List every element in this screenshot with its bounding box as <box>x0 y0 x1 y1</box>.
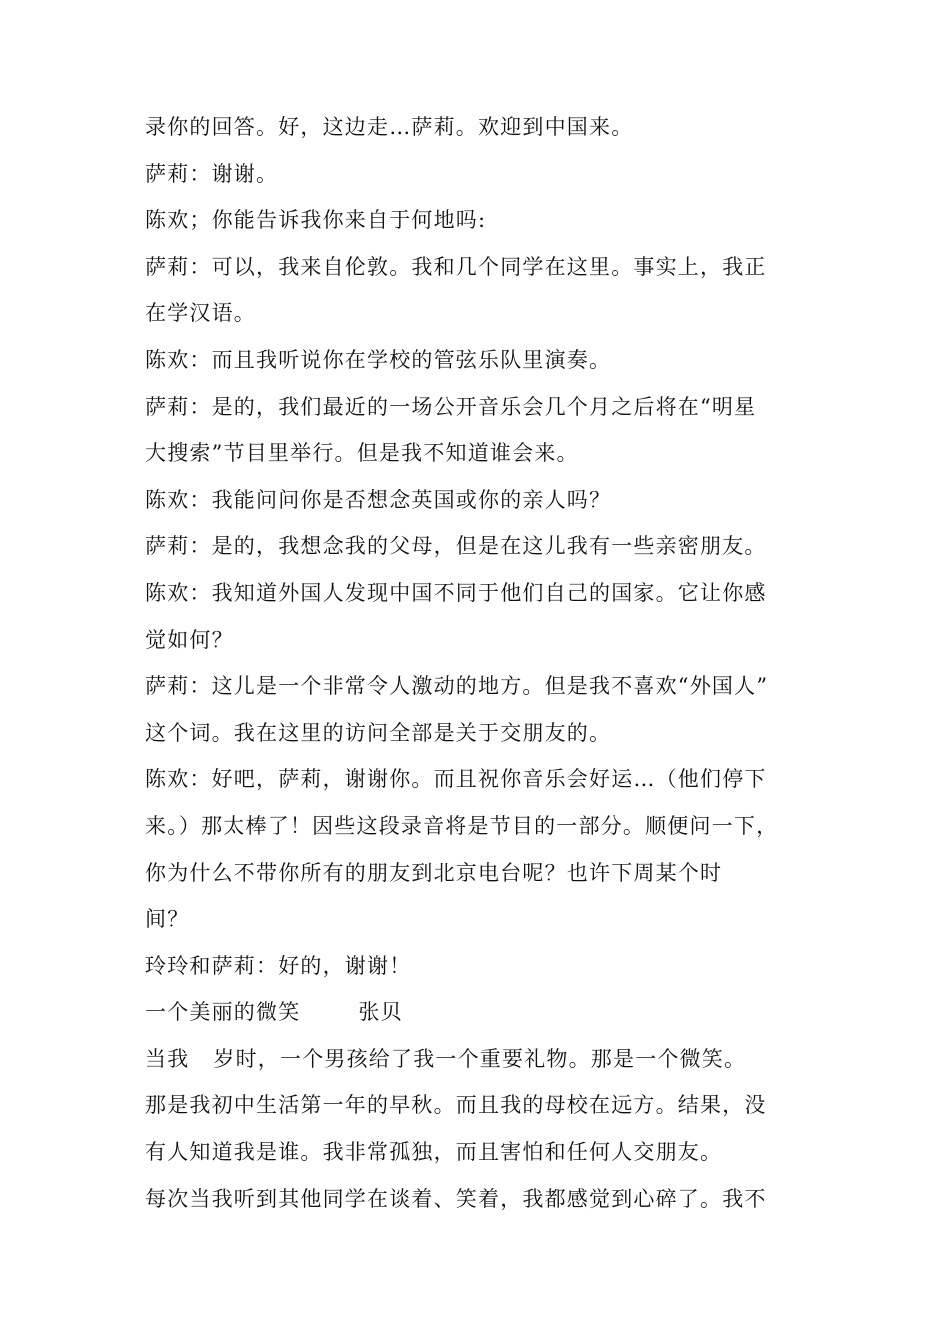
essay-author: 张贝 <box>358 1000 403 1025</box>
text-line: 萨莉：是的，我想念我的父母，但是在这儿我有一些亲密朋友。 <box>145 534 767 559</box>
text-line: 陈欢：好吧，萨莉，谢谢你。而且祝你音乐会好运…（他们停下 <box>145 767 767 792</box>
text-line: 录你的回答。好，这边走…萨莉。欢迎到中国来。 <box>145 115 634 139</box>
text-line: 陈欢：我能问问你是否想念英国或你的亲人吗？ <box>145 487 612 512</box>
text-line: 间？ <box>145 907 190 932</box>
text-line: 萨莉：谢谢。 <box>145 161 279 186</box>
text-line: 觉如何？ <box>145 627 234 652</box>
essay-title: 一个美丽的微笑 <box>145 1000 301 1025</box>
essay-line-first <box>145 1036 810 1083</box>
text-line: 萨莉：可以，我来自伦敦。我和几个同学在这里。事实上，我正 <box>145 254 767 279</box>
text-line: 来。）那太棒了！因些这段录音将是节目的一部分。顺便问一下， <box>145 813 779 838</box>
text-line: 萨莉：是的，我们最近的一场公开音乐会几个月之后将在“明星 <box>145 394 757 419</box>
text-line: 这个词。我在这里的访问全部是关于交朋友的。 <box>145 720 612 745</box>
text-line: 在学汉语。 <box>145 301 256 326</box>
essay-first-end: 岁时，一个男孩给了我一个重要礼物。那是一个微笑。 <box>213 1046 747 1071</box>
text-line: 大搜索”节目里举行。但是我不知道谁会来。 <box>145 441 579 466</box>
essay-line: 有人知道我是谁。我非常孤独，而且害怕和任何人交朋友。 <box>145 1140 723 1165</box>
text-line: 你为什么不带你所有的朋友到北京电台呢？也许下周某个时 <box>145 860 723 885</box>
essay-line: 每次当我听到其他同学在谈着、笑着，我都感觉到心碎了。我不 <box>145 1186 767 1211</box>
essay-heading <box>145 989 810 1036</box>
text-line: 陈欢：而且我听说你在学校的管弦乐队里演奏。 <box>145 347 612 372</box>
text-line: 萨莉：这儿是一个非常令人激动的地方。但是我不喜欢“外国人” <box>145 674 769 699</box>
text-line: 陈欢；你能告诉我你来自于何地吗: <box>145 208 487 233</box>
essay-line: 那是我初中生活第一年的早秋。而且我的母校在远方。结果，没 <box>145 1093 767 1118</box>
text-line: 玲玲和萨莉：好的，谢谢！ <box>145 953 412 978</box>
text-line: 陈欢：我知道外国人发现中国不同于他们自己的国家。它让你感 <box>145 580 767 605</box>
document-body <box>145 104 810 1222</box>
essay-first-start: 当我 <box>145 1046 190 1071</box>
